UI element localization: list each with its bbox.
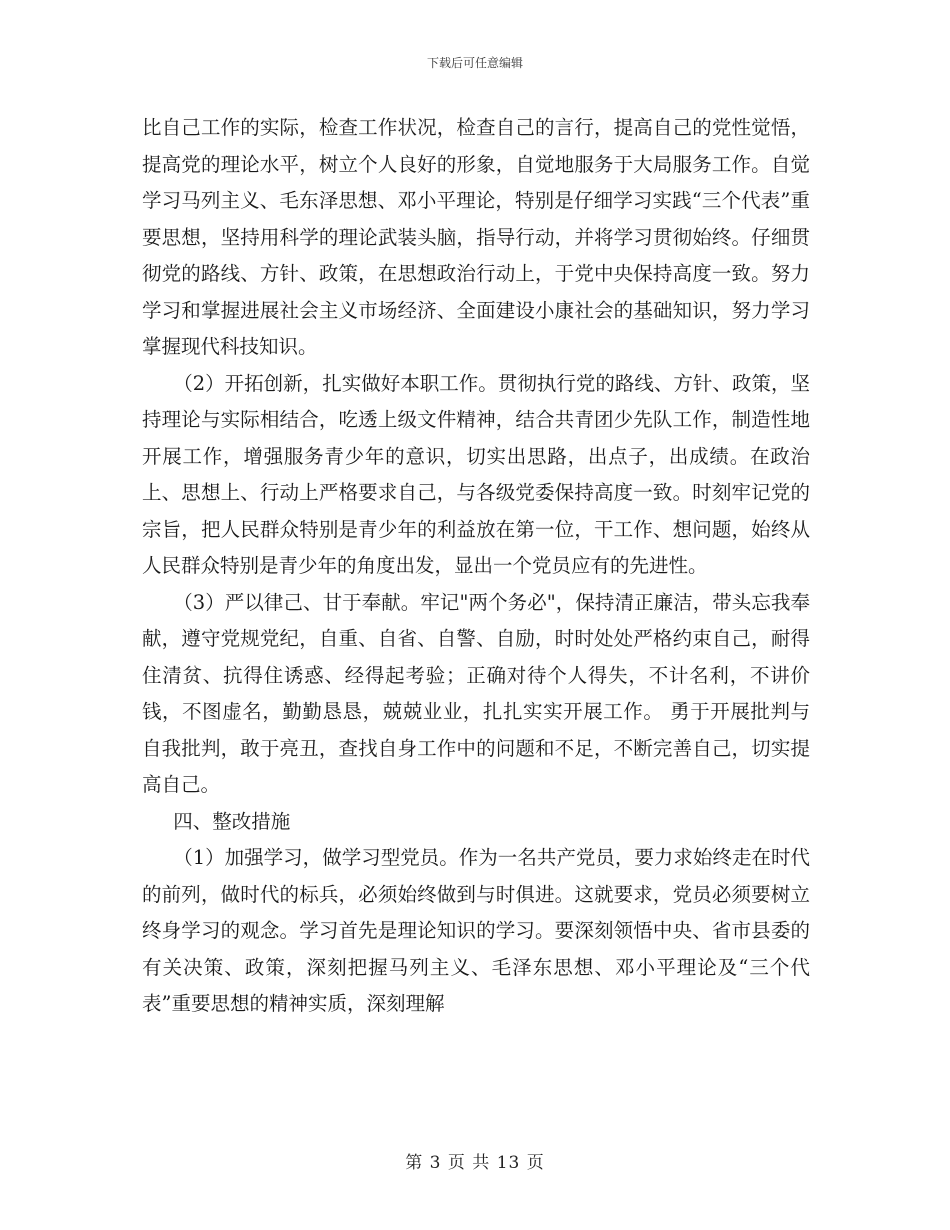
paragraph-item-2: （2）开拓创新，扎实做好本职工作。贯彻执行党的路线、方针、政策，坚持理论与实际相结合，吃透上级文件精神，结合共青团少先队工作，制造性地开展工作，增强服务青少年的意识，切实出思路，出点子，出成绩。在政治上、思想上、行动上严格要求自己，与各级党委保持高度一致。时刻牢记党的宗旨，把人民群众特别是青少年的利益放在第一位，干工作、想问题，始终从人民群众特别是青少年的角度出发，显出一个党员应有的先进性。: [142, 371, 810, 577]
page-number: 第 3 页 共 13 页: [405, 1153, 545, 1173]
section-heading-rectification: 四、整改措施: [173, 809, 291, 833]
paragraph-measure-1: （1）加强学习，做学习型党员。作为一名共产党员，要力求始终走在时代的前列，做时代的标兵，必须始终做到与时俱进。这就要求，党员必须要树立终身学习的观念。学习首先是理论知识的学习。要深刻领悟中央、省市县委的有关决策、政策，深刻把握马列主义、毛泽东思想、邓小平理论及“三个代表”重要思想的精神实质，深刻理解: [142, 846, 810, 1015]
document-body: [142, 110, 810, 1023]
paragraph-item-3: （3）严以律己、甘于奉献。牢记"两个务必"，保持清正廉洁，带头忘我奉献，遵守党规党纪，自重、自省、自警、自励，时时处处严格约束自己，耐得住清贫、抗得住诱惑、经得起考验；正确对待个人得失，不计名利，不讲价钱，不图虚名，勤勤恳恳，兢兢业业，扎扎实实开展工作。 勇于开展批判与自我批判，敢于亮丑，查找自身工作中的问题和不足，不断完善自己，切实提高自己。: [142, 590, 810, 796]
paragraph-continuation: 比自己工作的实际，检查工作状况，检查自己的言行，提高自己的党性觉悟，提高党的理论水平，树立个人良好的形象，自觉地服务于大局服务工作。自觉学习马列主义、毛东泽思想、邓小平理论，特别是仔细学习实践“三个代表”重要思想，坚持用科学的理论武装头脑，指导行动，并将学习贯彻始终。仔细贯彻党的路线、方针、政策，在思想政治行动上，于党中央保持高度一致。努力学习和掌握进展社会主义市场经济、全面建设小康社会的基础知识，努力学习掌握现代科技知识。: [142, 116, 810, 358]
page-header: 下载后可任意编辑: [426, 56, 523, 70]
